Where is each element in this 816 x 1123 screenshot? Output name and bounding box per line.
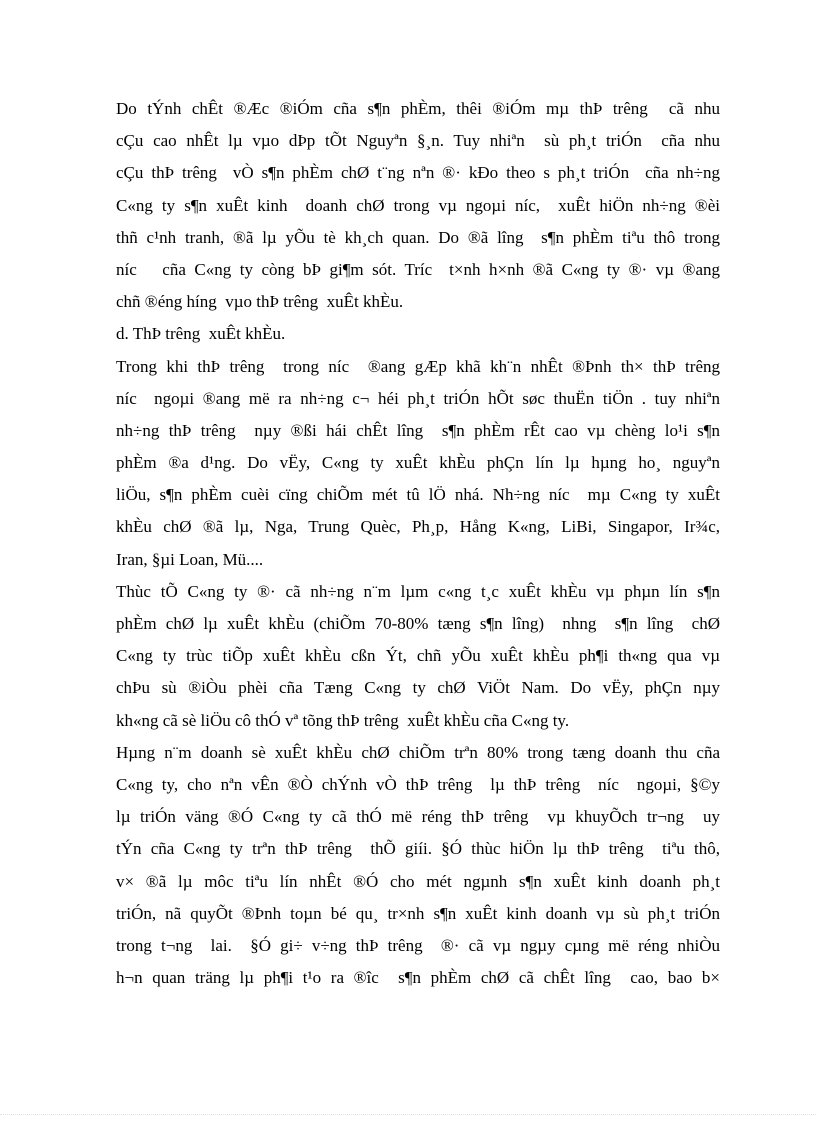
text-line: C«ng ty s¶n xuÊt kinh doanh chØ trong vµ ngoµi níc, xuÊt hiÖn nh÷ng ®èi	[116, 195, 720, 215]
text-line: cÇu thÞ trêng vÒ s¶n phÈm chØ t¨ng nªn ®· kÐo theo s ph¸t triÓn cña nh÷ng	[116, 163, 720, 183]
page-edge-divider	[0, 1114, 816, 1115]
text-line: C«ng ty trùc tiÕp xuÊt khÈu cßn Ýt, chñ yÕu xuÊt khÈu ph¶i th«ng qua vµ	[116, 646, 720, 666]
text-line: lµ triÓn väng ®Ó C«ng ty cã thÓ më réng thÞ trêng vµ khuyÕch tr¬ng uy	[116, 807, 720, 827]
text-line: phÈm chØ lµ xuÊt khÈu (chiÕm 70-80% tæng s¶n lîng) nhng s¶n lîng chØ	[116, 614, 720, 633]
text-line: thñ c¹nh tranh, ®ã lµ yÕu tè kh¸ch quan. Do ®ã lîng s¶n phÈm tiªu thô trong	[116, 227, 720, 247]
body-text	[116, 93, 720, 994]
text-line: kh«ng cã sè liÖu cô thÓ vª tõng thÞ trêng xuÊt khÈu cña C«ng ty.	[116, 710, 570, 730]
text-line: trong t¬ng lai. §Ó gi÷ v÷ng thÞ trêng ®· cã vµ ngµy cµng më réng nhiÒu	[116, 935, 720, 955]
text-line: níc ngoµi ®ang më ra nh÷ng c¬ héi ph¸t triÓn hÕt søc thuËn tiÖn . tuy nhiªn	[116, 388, 720, 408]
text-line: phÈm ®a d¹ng. Do vËy, C«ng ty xuÊt khÈu phÇn lín lµ hµng ho¸ nguyªn	[116, 453, 720, 473]
text-line: Hµng n¨m doanh sè xuÊt khÈu chØ chiÕm trªn 80% trong tæng doanh thu cña	[116, 742, 720, 762]
text-line: chñ ®éng híng vµo thÞ trêng xuÊt khÈu.	[116, 292, 404, 312]
text-line: Trong khi thÞ trêng trong níc ®ang gÆp khã kh¨n nhÊt ®Þnh th× thÞ trêng	[116, 356, 720, 376]
text-line: triÓn, nã quyÕt ®Þnh toµn bé qu¸ tr×nh s¶n xuÊt kinh doanh vµ sù ph¸t triÓn	[116, 903, 720, 923]
text-line: chÞu sù ®iÒu phèi cña Tæng C«ng ty chØ ViÖt Nam. Do vËy, phÇn nµy	[116, 678, 720, 698]
text-line: cÇu cao nhÊt lµ vµo dÞp tÕt Nguyªn §¸n. Tuy nhiªn sù ph¸t triÓn cña nhu	[116, 131, 720, 151]
text-line: Do tÝnh chÊt ®Æc ®iÓm cña s¶n phÈm, thêi ®iÓm mµ thÞ trêng cã nhu	[116, 99, 720, 118]
text-line: níc cña C«ng ty còng bÞ gi¶m sót. Tríc t×nh h×nh ®ã C«ng ty ®· vµ ®ang	[116, 259, 720, 279]
text-line: nh÷ng thÞ trêng nµy ®ßi hái chÊt lîng s¶n phÈm rÊt cao vµ chèng lo¹i s¶n	[116, 420, 720, 440]
text-line: C«ng ty, cho nªn vÊn ®Ò chÝnh vÒ thÞ trêng lµ thÞ trêng níc ngoµi, §©y	[116, 774, 720, 794]
text-line: v× ®ã lµ môc tiªu lín nhÊt ®Ó cho mét ngµnh s¶n xuÊt kinh doanh ph¸t	[116, 871, 720, 891]
text-line: h¬n quan träng lµ ph¶i t¹o ra ®îc s¶n phÈm chØ cã chÊt lîng cao, bao b×	[116, 968, 720, 988]
text-line: khÈu chØ ®ã lµ, Nga, Trung Quèc, Ph¸p, Hång K«ng, LiBi, Singapor, Ir¾c,	[116, 517, 720, 537]
text-line: tÝn cña C«ng ty trªn thÞ trêng thÕ giíi. §Ó thùc hiÖn lµ thÞ trêng tiªu thô,	[116, 839, 720, 859]
text-line: liÖu, s¶n phÈm cuèi cïng chiÕm mét tû lÖ nhá. Nh÷ng níc mµ C«ng ty xuÊt	[116, 485, 720, 505]
text-line: Thùc tÕ C«ng ty ®· cã nh÷ng n¨m lµm c«ng t¸c xuÊt khÈu vµ phµn lín s¶n	[116, 581, 720, 601]
section-heading: d. ThÞ trêng xuÊt khÈu.	[116, 324, 286, 344]
text-line: Iran, §µi Loan, Mü....	[116, 549, 264, 569]
